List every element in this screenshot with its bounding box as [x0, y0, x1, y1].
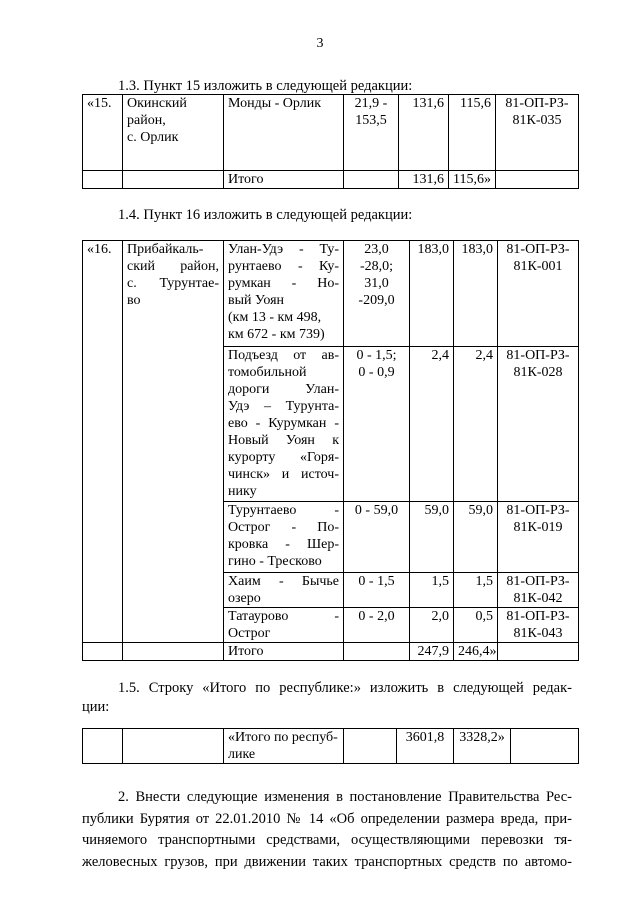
km-cell: 0 - 1,5	[344, 573, 410, 608]
paragraph-line: желовесных грузов, при движении таких транспортных средств по автомо-	[82, 853, 572, 870]
table-republic-total	[82, 728, 579, 764]
km-cell: 0 - 2,0	[344, 608, 410, 643]
km-cell: 0 - 59,0	[344, 502, 410, 573]
value1-cell: 131,6	[399, 95, 449, 171]
code-cell: 81-ОП-РЗ- 81К-001	[498, 241, 579, 347]
road-cell: Улан-Удэ - Ту- рунтаево - Ку- румкан - Но- вый Уоян (км 13 - км 498, км 672 - км 739)	[224, 241, 344, 347]
value2-cell: 2,4	[454, 347, 498, 502]
republic-total-value2: 3328,2»	[454, 729, 511, 764]
item-number: «16.	[83, 241, 123, 643]
value1-cell: 183,0	[410, 241, 454, 347]
total-value1: 131,6	[399, 171, 449, 189]
table-item-16	[82, 240, 579, 661]
total-value1: 247,9	[410, 643, 454, 661]
road-cell: Подъезд от ав- томобильной дороги Улан- Удэ – Турунта- ево - Курумкан - Новый Уоян к курорту «Горя- чинск» и источ- нику	[224, 347, 344, 502]
total-row	[83, 171, 579, 189]
value2-cell: 183,0	[454, 241, 498, 347]
table-row	[83, 729, 579, 764]
value2-cell: 0,5	[454, 608, 498, 643]
total-value2: 115,6»	[449, 171, 496, 189]
code-cell: 81-ОП-РЗ- 81К-019	[498, 502, 579, 573]
value1-cell: 1,5	[410, 573, 454, 608]
km-cell: 21,9 - 153,5	[344, 95, 399, 171]
section-1-3-heading: 1.3. Пункт 15 изложить в следующей редакции:	[118, 78, 413, 94]
paragraph-line: публики Бурятия от 22.01.2010 № 14 «Об определении размера вреда, при-	[82, 810, 572, 827]
road-cell: Турунтаево - Острог - По- кровка - Шер- гино - Тресково	[224, 502, 344, 573]
value2-cell: 59,0	[454, 502, 498, 573]
district-cell: Окинский район, с. Орлик	[123, 95, 224, 171]
section-2-paragraph	[82, 787, 572, 873]
road-cell: Хаим - Бычье озеро	[224, 573, 344, 608]
value1-cell: 59,0	[410, 502, 454, 573]
road-cell: Татаурово - Острог	[224, 608, 344, 643]
paragraph-line: чиняемого транспортными средствами, осуществляющими перевозки тя-	[82, 832, 572, 848]
code-cell: 81-ОП-РЗ- 81К-028	[498, 347, 579, 502]
district-cell: Прибайкаль- ский район, с. Турунтае- во	[123, 241, 224, 643]
section-1-5-heading-cont: ции:	[82, 699, 110, 715]
road-cell: Монды - Орлик	[224, 95, 344, 171]
item-number: «15.	[83, 95, 123, 171]
total-value2: 246,4»	[454, 643, 498, 661]
km-cell: 23,0 -28,0; 31,0 -209,0	[344, 241, 410, 347]
republic-total-label: «Итого по респуб- лике	[224, 729, 344, 764]
page-number: 3	[316, 36, 324, 51]
code-cell: 81-ОП-РЗ- 81К-035	[496, 95, 579, 171]
section-1-5-heading: 1.5. Строку «Итого по республике:» изложить в следующей редак-	[118, 680, 572, 696]
value2-cell: 115,6	[449, 95, 496, 171]
km-cell: 0 - 1,5; 0 - 0,9	[344, 347, 410, 502]
table-item-15	[82, 94, 579, 189]
total-label: Итого	[224, 171, 344, 189]
code-cell: 81-ОП-РЗ- 81К-043	[498, 608, 579, 643]
value1-cell: 2,0	[410, 608, 454, 643]
republic-total-value1: 3601,8	[397, 729, 454, 764]
total-label: Итого	[224, 643, 344, 661]
value2-cell: 1,5	[454, 573, 498, 608]
table-row	[83, 95, 579, 171]
total-row	[83, 643, 579, 661]
code-cell: 81-ОП-РЗ- 81К-042	[498, 573, 579, 608]
value1-cell: 2,4	[410, 347, 454, 502]
table-row	[83, 241, 579, 347]
paragraph-line: 2. Внести следующие изменения в постановление Правительства Рес-	[118, 789, 572, 805]
section-1-4-heading: 1.4. Пункт 16 изложить в следующей редакции:	[118, 207, 413, 223]
